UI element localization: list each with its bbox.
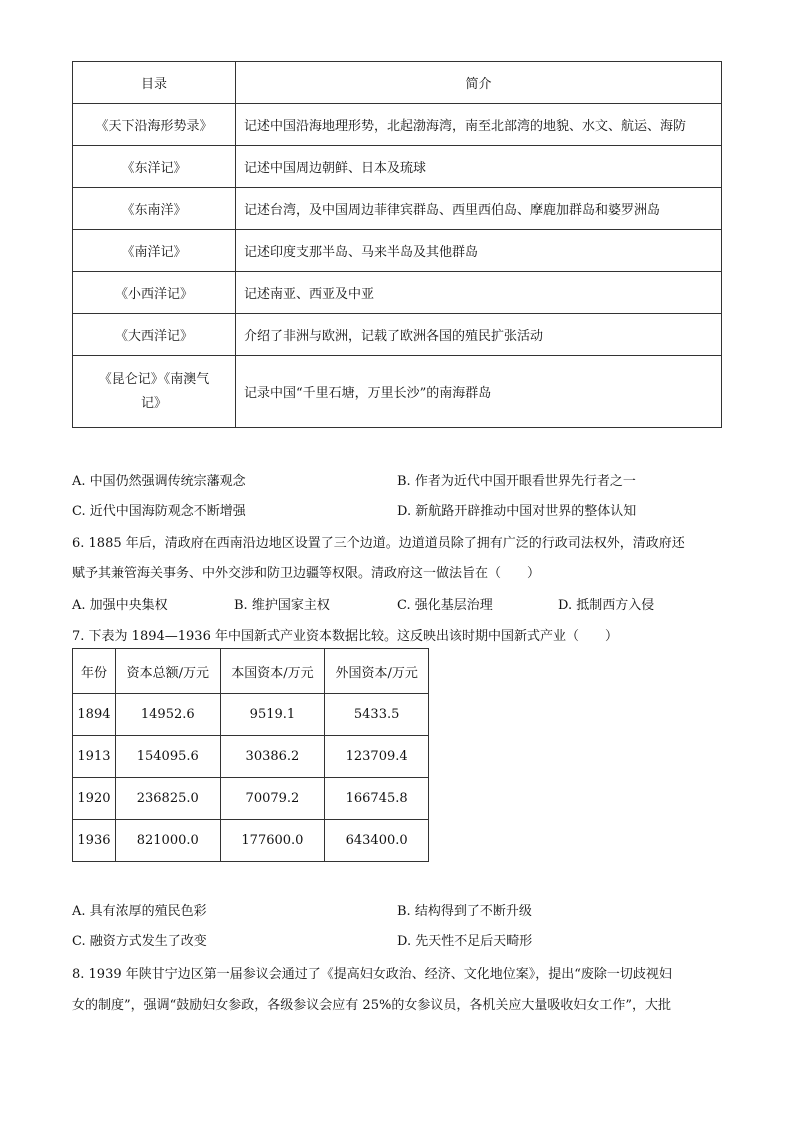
q5-option-c: C. 近代中国海防观念不断增强 [72, 504, 246, 519]
q6-option-b: B. 维护国家主权 [234, 598, 330, 613]
header-cell-total: 资本总额/万元 [115, 649, 220, 694]
year-cell: 1936 [73, 820, 116, 862]
domestic-cell: 9519.1 [220, 694, 325, 736]
catalog-title-cell: 《东南洋》 [73, 188, 236, 230]
domestic-cell: 70079.2 [220, 778, 325, 820]
catalog-title-cell: 《大西洋记》 [73, 314, 236, 356]
foreign-cell: 123709.4 [325, 736, 429, 778]
catalog-desc-cell: 记述印度支那半岛、马来半岛及其他群岛 [236, 230, 722, 272]
q6-option-c: C. 强化基层治理 [397, 598, 493, 613]
total-cell: 236825.0 [115, 778, 220, 820]
q6-option-a: A. 加强中央集权 [72, 598, 168, 613]
table-row [73, 104, 722, 146]
catalog-desc-cell: 记述中国沿海地理形势，北起渤海湾，南至北部湾的地貌、水文、航运、海防 [236, 104, 722, 146]
table-row [73, 188, 722, 230]
q7-stem: 7. 下表为 1894—1936 年中国新式产业资本数据比较。这反映出该时期中国新式产业（ ） [72, 629, 618, 644]
catalog-table [72, 61, 722, 428]
header-cell-domestic: 本国资本/万元 [220, 649, 325, 694]
year-cell: 1913 [73, 736, 116, 778]
catalog-desc-cell: 介绍了非洲与欧洲，记载了欧洲各国的殖民扩张活动 [236, 314, 722, 356]
q6-option-d: D. 抵制西方入侵 [558, 598, 655, 613]
catalog-title-cell: 《东洋记》 [73, 146, 236, 188]
catalog-title-text: 《昆仑记》《南澳气记》 [98, 371, 210, 411]
table-row [73, 314, 722, 356]
year-cell: 1894 [73, 694, 116, 736]
total-cell: 14952.6 [115, 694, 220, 736]
table-row [73, 146, 722, 188]
q5-option-a: A. 中国仍然强调传统宗藩观念 [72, 474, 246, 489]
header-cell-intro: 简介 [236, 62, 722, 104]
table-row [73, 272, 722, 314]
table-row [73, 820, 429, 862]
domestic-cell: 177600.0 [220, 820, 325, 862]
q7-option-d: D. 先天性不足后天畸形 [397, 934, 533, 949]
table-row [73, 736, 429, 778]
q7-option-c: C. 融资方式发生了改变 [72, 934, 207, 949]
q5-option-b: B. 作者为近代中国开眼看世界先行者之一 [397, 474, 636, 489]
q7-option-b: B. 结构得到了不断升级 [397, 904, 532, 919]
table-row [73, 778, 429, 820]
catalog-title-cell: 《小西洋记》 [73, 272, 236, 314]
q5-option-d: D. 新航路开辟推动中国对世界的整体认知 [397, 504, 637, 519]
catalog-desc-cell: 记述中国周边朝鲜、日本及琉球 [236, 146, 722, 188]
domestic-cell: 30386.2 [220, 736, 325, 778]
foreign-cell: 643400.0 [325, 820, 429, 862]
total-cell: 821000.0 [115, 820, 220, 862]
catalog-title-cell: 《天下沿海形势录》 [73, 104, 236, 146]
q6-stem-line1: 6. 1885 年后，清政府在西南沿边地区设置了三个边道。边道道员除了拥有广泛的行政司法权外，清政府还 [72, 536, 685, 551]
q7-option-a: A. 具有浓厚的殖民色彩 [72, 904, 207, 919]
catalog-desc-cell: 记述南亚、西亚及中亚 [236, 272, 722, 314]
catalog-desc-cell: 记录中国“千里石塘，万里长沙”的南海群岛 [236, 356, 722, 428]
catalog-title-cell [73, 356, 236, 428]
q8-stem-line1: 8. 1939 年陕甘宁边区第一届参议会通过了《提高妇女政治、经济、文化地位案》，提出“废除一切歧视妇 [72, 967, 672, 982]
catalog-title-cell: 《南洋记》 [73, 230, 236, 272]
header-cell-foreign: 外国资本/万元 [325, 649, 429, 694]
header-cell-year: 年份 [73, 649, 116, 694]
table-row [73, 356, 722, 428]
total-cell: 154095.6 [115, 736, 220, 778]
header-cell-catalog: 目录 [73, 62, 236, 104]
year-cell: 1920 [73, 778, 116, 820]
foreign-cell: 5433.5 [325, 694, 429, 736]
capital-table [72, 648, 429, 862]
table-header-row [73, 62, 722, 104]
foreign-cell: 166745.8 [325, 778, 429, 820]
q6-stem-line2: 赋予其兼管海关事务、中外交涉和防卫边疆等权限。清政府这一做法旨在（ ） [72, 566, 541, 581]
catalog-desc-cell: 记述台湾，及中国周边菲律宾群岛、西里西伯岛、摩鹿加群岛和婆罗洲岛 [236, 188, 722, 230]
table-header-row [73, 649, 429, 694]
table-row [73, 230, 722, 272]
q8-stem-line2: 女的制度”，强调“鼓励妇女参政，各级参议会应有 25%的女参议员，各机关应大量吸收妇女工作”，大批 [72, 998, 671, 1013]
table-row [73, 694, 429, 736]
